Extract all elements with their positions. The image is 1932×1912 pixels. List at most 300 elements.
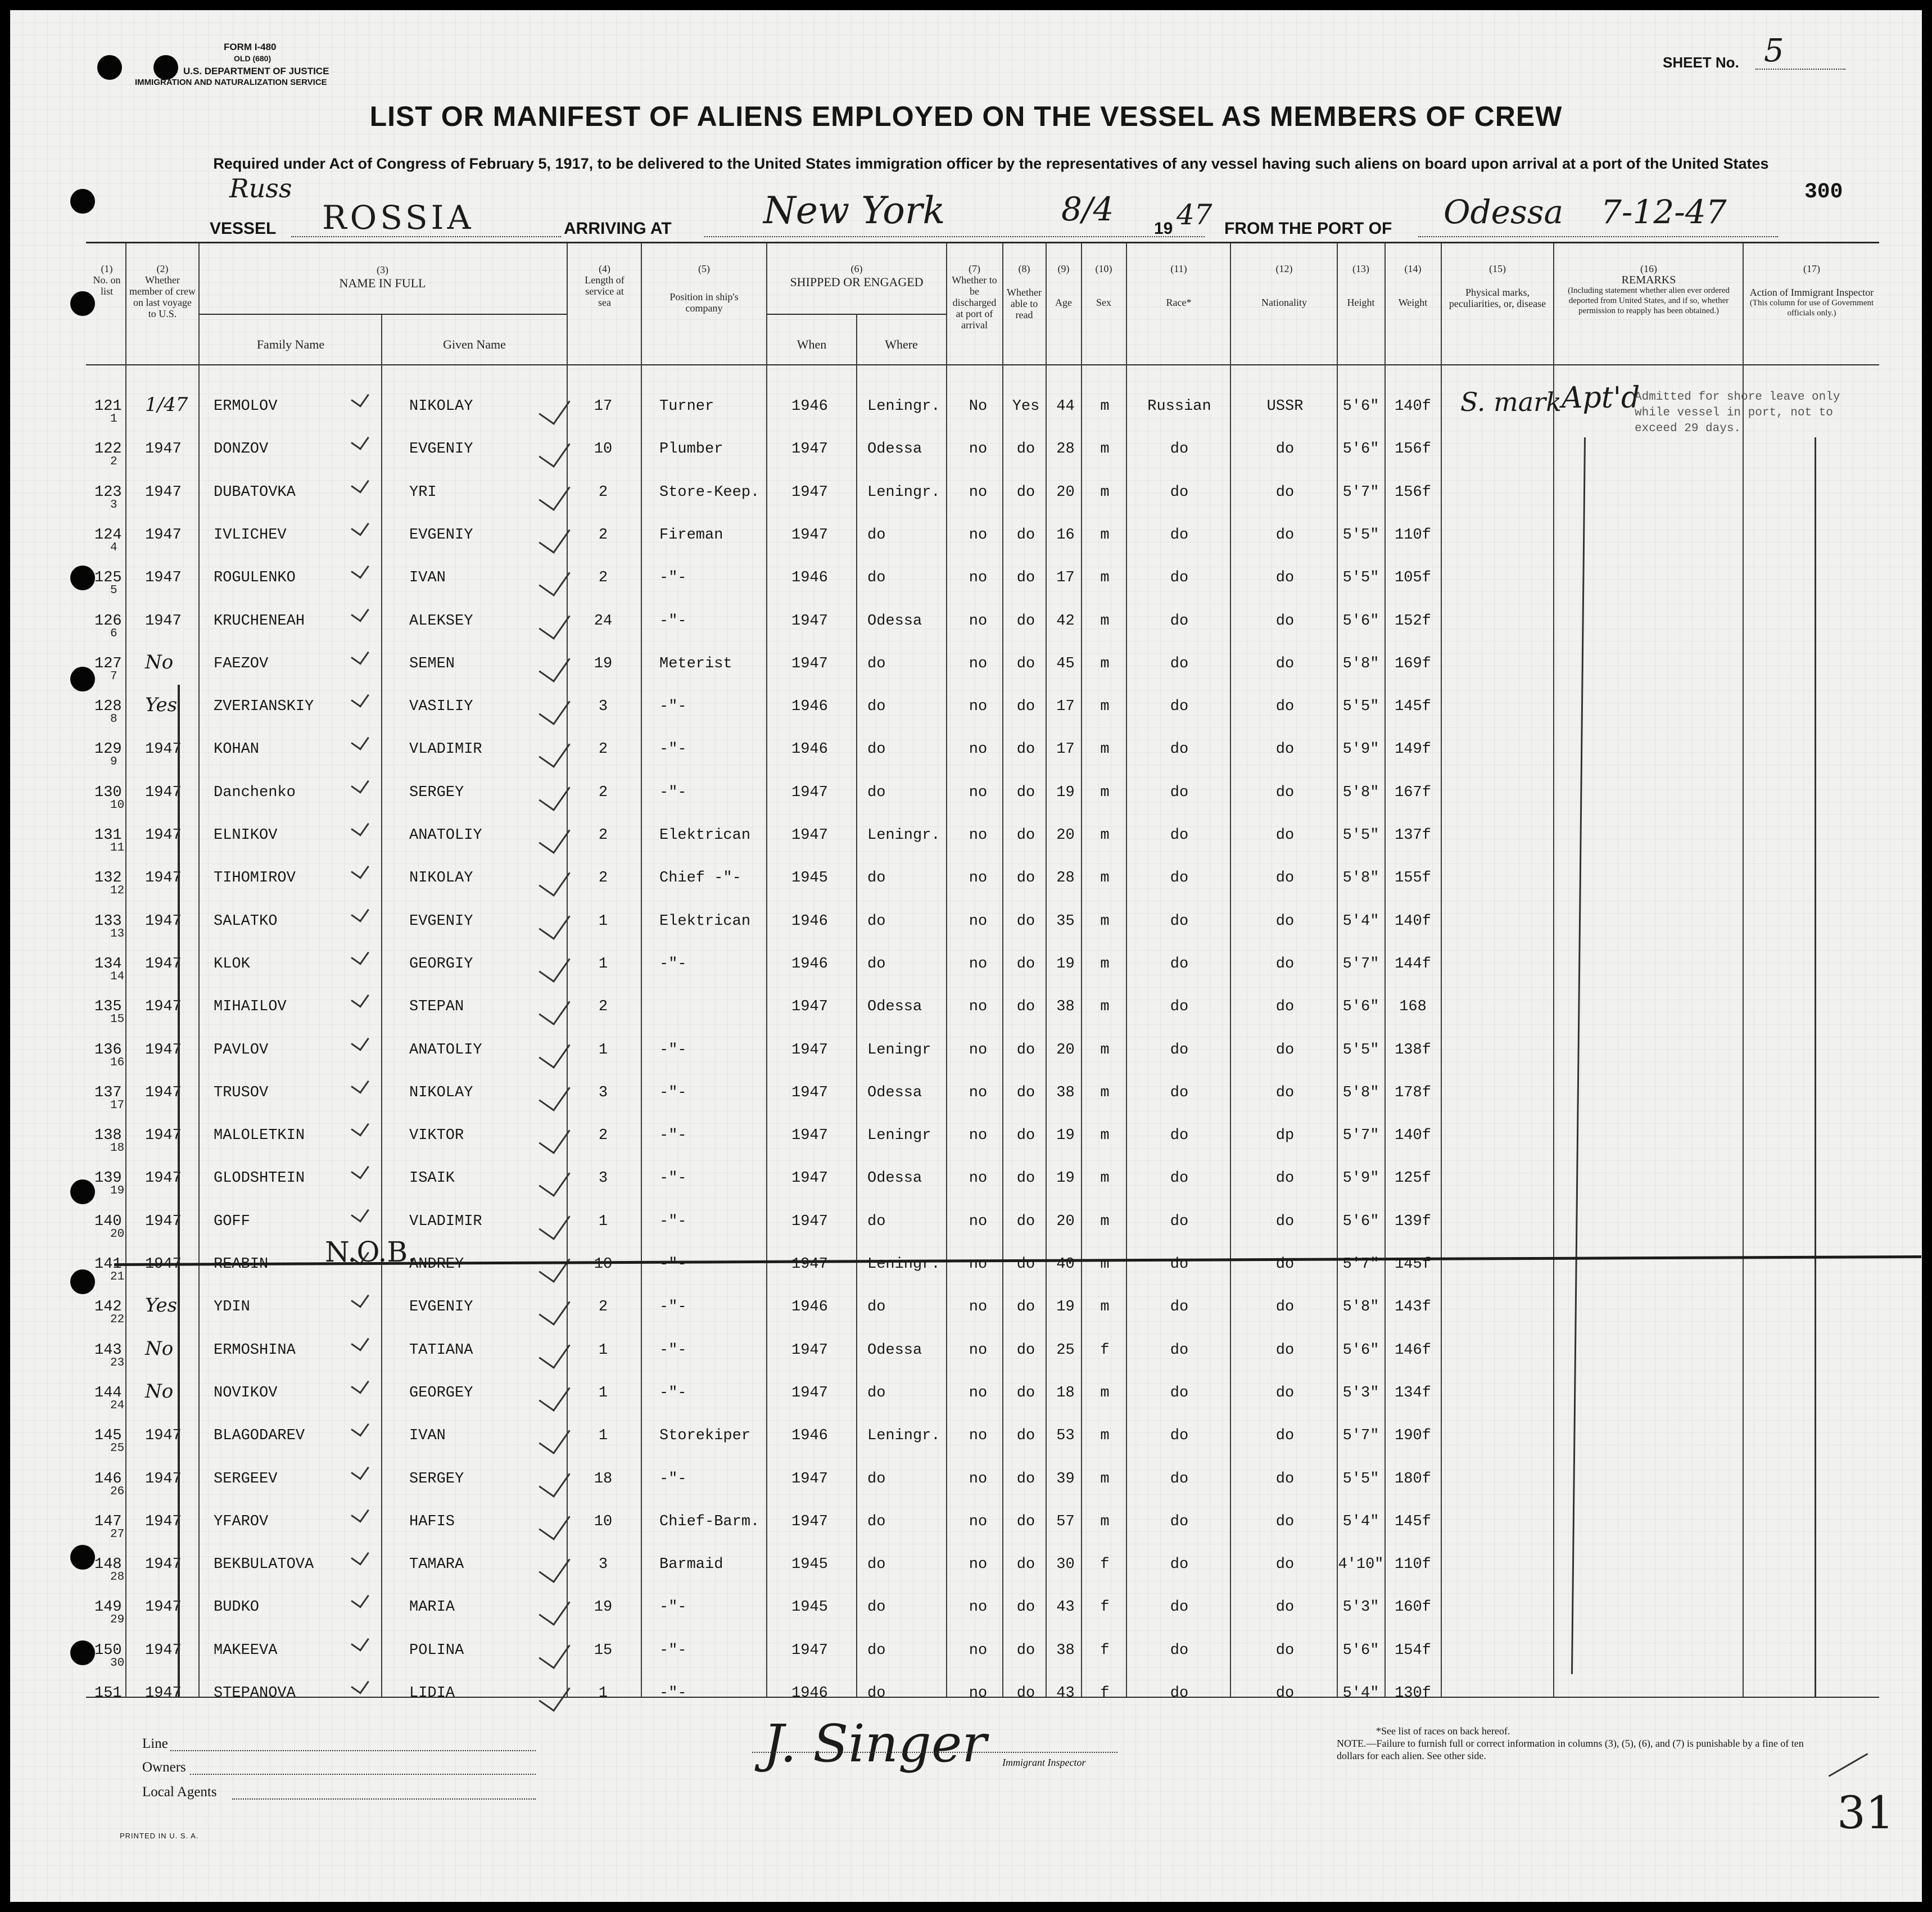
cell-disch: no xyxy=(969,698,988,716)
cell-where: Leningr. xyxy=(867,483,940,501)
cell-no: 130 xyxy=(94,784,122,801)
cell-nat: do xyxy=(1275,1642,1295,1659)
signature-line xyxy=(752,1752,1117,1753)
cell-nat: do xyxy=(1275,1041,1295,1059)
cell-height: 5'9" xyxy=(1342,1170,1379,1187)
line-number: 3 xyxy=(110,498,117,512)
cell-given: EVGENIY xyxy=(409,441,473,458)
cell-disch: no xyxy=(969,1470,988,1488)
line-field xyxy=(170,1750,536,1751)
cell-family: MAKEEVA xyxy=(214,1642,278,1659)
cell-no: 134 xyxy=(94,955,122,973)
cell-read: do xyxy=(1016,784,1035,801)
line-number: 6 xyxy=(110,627,117,640)
cell-where: do xyxy=(867,1299,886,1316)
cell-age: 43 xyxy=(1056,1685,1075,1702)
table-header-rule xyxy=(86,364,1879,365)
cell-disch: no xyxy=(969,1127,988,1145)
cell-given: VASILIY xyxy=(409,698,473,716)
cell-height: 5'6" xyxy=(1342,1341,1379,1359)
cell-service: 2 xyxy=(598,1127,608,1145)
cell-read: do xyxy=(1016,483,1035,501)
cell-race: do xyxy=(1170,1256,1189,1273)
cell-family: NOVIKOV xyxy=(214,1384,278,1402)
cell-position: Meterist xyxy=(659,655,732,672)
line-number: 8 xyxy=(110,713,117,726)
cell-position: Storekiper xyxy=(659,1427,751,1445)
cell-family: FAEZOV xyxy=(214,655,269,672)
remarks-note: Apt'd xyxy=(1562,381,1640,415)
table-row xyxy=(10,1294,1922,1338)
cell-sex: m xyxy=(1100,1513,1110,1530)
line-number: 9 xyxy=(110,756,117,769)
cell-last: 1947 xyxy=(145,1127,182,1145)
cell-given: ANATOLIY xyxy=(409,827,482,844)
cell-nat: do xyxy=(1275,1599,1295,1616)
cell-family: BUDKO xyxy=(214,1599,260,1616)
cell-service: 2 xyxy=(598,784,608,801)
cell-no: 126 xyxy=(94,612,122,630)
owners-label: Owners xyxy=(142,1760,186,1775)
cell-disch: no xyxy=(969,1384,988,1402)
cell-sex: m xyxy=(1100,1041,1110,1059)
cell-weight: 145f xyxy=(1395,1513,1431,1530)
line-number: 18 xyxy=(110,1142,125,1155)
cell-no: 128 xyxy=(94,698,122,716)
cell-weight: 190f xyxy=(1395,1427,1431,1445)
cell-service: 3 xyxy=(598,1556,608,1574)
cell-position: -"- xyxy=(659,1341,687,1359)
cell-where: do xyxy=(867,741,886,758)
cell-position: -"- xyxy=(659,741,687,758)
col14-header: (14) Weight xyxy=(1398,263,1428,308)
cell-where: do xyxy=(867,526,886,544)
table-row xyxy=(10,913,1922,952)
cell-nat: do xyxy=(1275,1299,1295,1316)
vessel-note: Russ xyxy=(229,173,292,204)
cell-height: 5'6" xyxy=(1342,998,1379,1016)
cell-read: do xyxy=(1016,1341,1035,1359)
cell-weight: 140f xyxy=(1395,398,1431,415)
inspector-action-note: Admitted for shore leave only while vessel in port, not to exceed 29 days. xyxy=(1635,391,1840,435)
cell-race: do xyxy=(1170,1127,1189,1145)
cell-weight: 125f xyxy=(1395,1170,1431,1187)
cell-position: Elektrican xyxy=(659,912,751,930)
cell-where: Odessa xyxy=(867,1341,922,1359)
cell-given: ISAIK xyxy=(409,1170,455,1187)
cell-position: Fireman xyxy=(659,526,723,544)
form-service: IMMIGRATION AND NATURALIZATION SERVICE xyxy=(135,78,327,87)
table-row xyxy=(10,956,1922,995)
cell-read: do xyxy=(1016,1213,1035,1230)
col3-family-header: Family Name xyxy=(256,337,325,351)
cell-weight: 134f xyxy=(1395,1384,1431,1402)
cell-race: do xyxy=(1170,741,1189,758)
cell-sex: f xyxy=(1100,1556,1110,1574)
cell-no: 151 xyxy=(94,1685,122,1702)
cell-family: KLOK xyxy=(214,955,250,973)
cell-height: 5'8" xyxy=(1342,655,1379,672)
cell-disch: no xyxy=(969,483,988,501)
cell-service: 19 xyxy=(594,655,613,672)
cell-disch: no xyxy=(969,1685,988,1702)
local-agents-field xyxy=(232,1798,536,1800)
check-mark-icon xyxy=(539,648,570,682)
cell-when: 1947 xyxy=(791,1041,828,1059)
line-number: 2 xyxy=(110,455,117,469)
inspector-vertical-stroke xyxy=(1815,437,1816,1697)
cell-last: Yes xyxy=(145,1294,178,1317)
cell-service: 1 xyxy=(598,1427,608,1445)
line-number: 16 xyxy=(110,1056,125,1069)
line-number: 23 xyxy=(110,1356,125,1369)
table-row xyxy=(10,694,1922,738)
cell-where: do xyxy=(867,870,886,887)
cell-sex: m xyxy=(1100,998,1110,1016)
cell-position: -"- xyxy=(659,1642,687,1659)
cell-when: 1945 xyxy=(791,1599,828,1616)
cell-read: do xyxy=(1016,1599,1035,1616)
cell-no: 145 xyxy=(94,1427,122,1445)
cell-age: 25 xyxy=(1056,1341,1075,1359)
cell-given: VIKTOR xyxy=(409,1127,464,1145)
col11-header: (11) Race* xyxy=(1166,263,1192,308)
check-mark-icon xyxy=(539,1335,570,1369)
from-port: Odessa xyxy=(1444,193,1564,231)
page-subtitle: Required under Act of Congress of February 5, 1917, to be delivered to the United States immigration officer by the representatives of any vessel having such aliens on board upon arrival at a port of the United States xyxy=(213,155,1769,172)
check-mark-icon xyxy=(539,1549,570,1583)
cell-weight: 160f xyxy=(1395,1599,1431,1616)
cell-race: do xyxy=(1170,612,1189,630)
check-mark-icon xyxy=(539,1678,570,1712)
cell-last: 1947 xyxy=(145,912,182,930)
cell-when: 1947 xyxy=(791,1213,828,1230)
cell-weight: 105f xyxy=(1395,569,1431,587)
cell-read: do xyxy=(1016,1170,1035,1187)
cell-disch: no xyxy=(969,827,988,844)
cell-service: 17 xyxy=(594,398,613,415)
cell-read: do xyxy=(1016,1299,1035,1316)
cell-when: 1947 xyxy=(791,827,828,844)
table-row xyxy=(10,1471,1922,1510)
table-row xyxy=(10,1556,1922,1595)
cell-weight: 145f xyxy=(1395,1256,1431,1273)
cell-position: -"- xyxy=(659,1213,687,1230)
table-row xyxy=(10,1642,1922,1682)
check-mark-icon xyxy=(539,948,570,983)
inspector-signature: J. Singer xyxy=(763,1714,987,1774)
cell-position: -"- xyxy=(659,1470,687,1488)
cell-nat: do xyxy=(1275,526,1295,544)
cell-where: do xyxy=(867,1470,886,1488)
cell-position: Store-Keep. xyxy=(659,483,760,501)
cell-sex: m xyxy=(1100,526,1110,544)
cell-where: Leningr. xyxy=(867,1427,940,1445)
cell-disch: no xyxy=(969,526,988,544)
cell-age: 39 xyxy=(1056,1470,1075,1488)
cell-service: 2 xyxy=(598,569,608,587)
cell-weight: 140f xyxy=(1395,1127,1431,1145)
cell-where: Odessa xyxy=(867,612,922,630)
cell-height: 5'9" xyxy=(1342,741,1379,758)
cell-disch: no xyxy=(969,1299,988,1316)
cell-family: TRUSOV xyxy=(214,1084,269,1101)
cell-age: 38 xyxy=(1056,998,1075,1016)
cell-race: do xyxy=(1170,1470,1189,1488)
cell-read: do xyxy=(1016,655,1035,672)
year-suffix: 47 xyxy=(1177,198,1212,231)
cell-sex: m xyxy=(1100,1384,1110,1402)
corner-stroke xyxy=(1829,1753,1868,1777)
cell-service: 2 xyxy=(598,827,608,844)
cell-disch: no xyxy=(969,655,988,672)
cell-weight: 169f xyxy=(1395,655,1431,672)
cell-race: do xyxy=(1170,1556,1189,1574)
cell-position: -"- xyxy=(659,784,687,801)
cell-age: 57 xyxy=(1056,1513,1075,1530)
cell-service: 24 xyxy=(594,612,613,630)
cell-disch: no xyxy=(969,912,988,930)
from-port-line xyxy=(1418,236,1778,237)
check-mark-icon xyxy=(539,1377,570,1412)
cell-where: do xyxy=(867,1599,886,1616)
cell-weight: 167f xyxy=(1395,784,1431,801)
cell-service: 10 xyxy=(594,1513,613,1530)
cell-race: Russian xyxy=(1147,398,1211,415)
line-number: 25 xyxy=(110,1442,125,1456)
check-mark-icon xyxy=(539,1034,570,1069)
cell-when: 1947 xyxy=(791,998,828,1016)
check-mark-icon xyxy=(539,777,570,811)
name-subheader-rule xyxy=(198,314,567,315)
cell-where: Leningr xyxy=(867,1041,931,1059)
cell-nat: do xyxy=(1275,1213,1295,1230)
cell-given: YRI xyxy=(409,483,437,501)
cell-disch: no xyxy=(969,441,988,458)
cell-no: 122 xyxy=(94,441,122,458)
cell-weight: 145f xyxy=(1395,698,1431,716)
cell-given: IVAN xyxy=(409,569,446,587)
cell-sex: m xyxy=(1100,741,1110,758)
table-row xyxy=(10,1213,1922,1253)
cell-where: do xyxy=(867,1556,886,1574)
check-mark-icon xyxy=(539,1506,570,1540)
cell-last: 1947 xyxy=(145,1084,182,1101)
cell-family: GLODSHTEIN xyxy=(214,1170,305,1187)
cell-when: 1947 xyxy=(791,612,828,630)
cell-age: 19 xyxy=(1056,784,1075,801)
line-label: Line xyxy=(142,1736,168,1751)
cell-race: do xyxy=(1170,784,1189,801)
cell-read: do xyxy=(1016,741,1035,758)
cell-position: -"- xyxy=(659,1127,687,1145)
cell-race: do xyxy=(1170,870,1189,887)
cell-last: 1947 xyxy=(145,1470,182,1488)
cell-no: 150 xyxy=(94,1642,122,1659)
cell-weight: 130f xyxy=(1395,1685,1431,1702)
cell-race: do xyxy=(1170,1084,1189,1101)
cell-disch: no xyxy=(969,1256,988,1273)
cell-sex: f xyxy=(1100,1642,1110,1659)
cell-disch: no xyxy=(969,1599,988,1616)
cell-when: 1946 xyxy=(791,1427,828,1445)
col7-header: (7) Whether to be discharged at port of arrival xyxy=(952,263,997,331)
punch-hole xyxy=(70,189,95,214)
cell-race: do xyxy=(1170,1599,1189,1616)
cell-where: Odessa xyxy=(867,441,922,458)
table-row xyxy=(10,1337,1922,1381)
cell-given: SERGEY xyxy=(409,1470,464,1488)
cell-sex: m xyxy=(1100,1213,1110,1230)
cell-when: 1945 xyxy=(791,1556,828,1574)
col16-header: (16) REMARKS (Including statement whether alien ever ordered deported from United States, and if so, whether permission to reapply has been obtained.) xyxy=(1568,263,1730,315)
cell-sex: m xyxy=(1100,955,1110,973)
cell-nat: do xyxy=(1275,612,1295,630)
cell-age: 53 xyxy=(1056,1427,1075,1445)
cell-weight: 152f xyxy=(1395,612,1431,630)
cell-where: Leningr. xyxy=(867,1256,940,1273)
cell-service: 15 xyxy=(594,1642,613,1659)
cell-position: -"- xyxy=(659,698,687,716)
cell-read: do xyxy=(1016,1127,1035,1145)
cell-service: 3 xyxy=(598,1170,608,1187)
cell-where: Leningr. xyxy=(867,398,940,415)
line-number: 28 xyxy=(110,1571,125,1584)
arrival-date: 8/4 xyxy=(1061,190,1114,228)
cell-race: do xyxy=(1170,912,1189,930)
cell-service: 10 xyxy=(594,1256,613,1273)
cell-age: 44 xyxy=(1056,398,1075,415)
col13-header: (13) Height xyxy=(1347,263,1375,308)
cell-service: 1 xyxy=(598,1341,608,1359)
cell-where: Odessa xyxy=(867,1170,922,1187)
col3-given-header: Given Name xyxy=(443,337,506,351)
cell-family: ZVERIANSKIY xyxy=(214,698,314,716)
cell-read: do xyxy=(1016,1470,1035,1488)
cell-last: 1947 xyxy=(145,870,182,887)
check-mark-icon xyxy=(539,433,570,468)
cell-when: 1947 xyxy=(791,1256,828,1273)
cell-given: VLADIMIR xyxy=(409,741,482,758)
cell-nat: do xyxy=(1275,741,1295,758)
cell-sex: m xyxy=(1100,784,1110,801)
line-number: 15 xyxy=(110,1013,125,1027)
cell-disch: no xyxy=(969,870,988,887)
cell-nat: do xyxy=(1275,784,1295,801)
table-row xyxy=(10,1084,1922,1124)
year-prefix: 19 xyxy=(1154,219,1173,238)
cell-nat: do xyxy=(1275,1256,1295,1273)
line-number: 20 xyxy=(110,1227,125,1241)
col6-when-header: When xyxy=(797,337,827,351)
table-row xyxy=(10,1127,1922,1167)
line-number: 24 xyxy=(110,1399,125,1412)
cell-height: 5'8" xyxy=(1342,1299,1379,1316)
cell-last: No xyxy=(145,1380,174,1403)
cell-race: do xyxy=(1170,655,1189,672)
cell-sex: m xyxy=(1100,1470,1110,1488)
cell-no: 121 xyxy=(94,398,122,415)
cell-position: -"- xyxy=(659,1685,687,1702)
manifest-page xyxy=(10,10,1922,1902)
cell-sex: m xyxy=(1100,1084,1110,1101)
table-row xyxy=(10,1380,1922,1424)
cell-when: 1947 xyxy=(791,1513,828,1530)
cell-height: 5'4" xyxy=(1342,1513,1379,1530)
check-mark-icon xyxy=(539,605,570,640)
cell-race: do xyxy=(1170,1685,1189,1702)
line-number: 30 xyxy=(110,1656,125,1670)
cell-sex: m xyxy=(1100,441,1110,458)
cell-position: -"- xyxy=(659,955,687,973)
cell-family: SALATKO xyxy=(214,912,278,930)
cell-position: Chief -"- xyxy=(659,870,741,887)
cell-last: 1947 xyxy=(145,1599,182,1616)
table-row xyxy=(10,741,1922,780)
cell-sex: m xyxy=(1100,1256,1110,1273)
cell-no: 132 xyxy=(94,870,122,887)
cell-where: Odessa xyxy=(867,1084,922,1101)
cell-sex: f xyxy=(1100,1341,1110,1359)
cell-race: do xyxy=(1170,441,1189,458)
cell-where: do xyxy=(867,912,886,930)
line-number: 1 xyxy=(110,413,117,426)
cell-no: 142 xyxy=(94,1299,122,1316)
cell-service: 1 xyxy=(598,912,608,930)
cell-disch: no xyxy=(969,784,988,801)
line-number: 22 xyxy=(110,1313,125,1327)
cell-read: do xyxy=(1016,569,1035,587)
table-top-rule xyxy=(86,242,1879,243)
cell-disch: no xyxy=(969,1170,988,1187)
cell-race: do xyxy=(1170,827,1189,844)
cell-read: do xyxy=(1016,1513,1035,1530)
cell-position: -"- xyxy=(659,612,687,630)
cell-weight: 110f xyxy=(1395,526,1431,544)
inspector-label: Immigrant Inspector xyxy=(1002,1757,1086,1768)
cell-given: HAFIS xyxy=(409,1513,455,1530)
cell-sex: f xyxy=(1100,1685,1110,1702)
col5-header: (5) Position in ship's company xyxy=(669,263,739,314)
col6-where-header: Where xyxy=(885,337,918,351)
table-row xyxy=(10,441,1922,480)
cell-service: 1 xyxy=(598,955,608,973)
cell-service: 10 xyxy=(594,441,613,458)
cell-service: 3 xyxy=(598,1084,608,1101)
cell-height: 4'10" xyxy=(1338,1556,1384,1574)
cell-last: 1947 xyxy=(145,569,182,587)
cell-given: ALEKSEY xyxy=(409,612,473,630)
cell-disch: no xyxy=(969,1642,988,1659)
cell-given: GEORGEY xyxy=(409,1384,473,1402)
cell-read: do xyxy=(1016,998,1035,1016)
line-number: 21 xyxy=(110,1271,125,1283)
table-row xyxy=(10,1513,1922,1553)
cell-age: 42 xyxy=(1056,612,1075,630)
cell-height: 5'7" xyxy=(1342,955,1379,973)
from-date: 7-12-47 xyxy=(1601,193,1727,231)
cell-given: IVAN xyxy=(409,1427,446,1445)
cell-age: 17 xyxy=(1056,569,1075,587)
cell-no: 129 xyxy=(94,741,122,758)
cell-disch: no xyxy=(969,1427,988,1445)
cell-race: do xyxy=(1170,483,1189,501)
cell-family: DONZOV xyxy=(214,441,269,458)
cell-no: 144 xyxy=(94,1384,122,1402)
cell-family: MALOLETKIN xyxy=(214,1127,305,1145)
line-number: 29 xyxy=(110,1613,125,1627)
cell-age: 17 xyxy=(1056,741,1075,758)
